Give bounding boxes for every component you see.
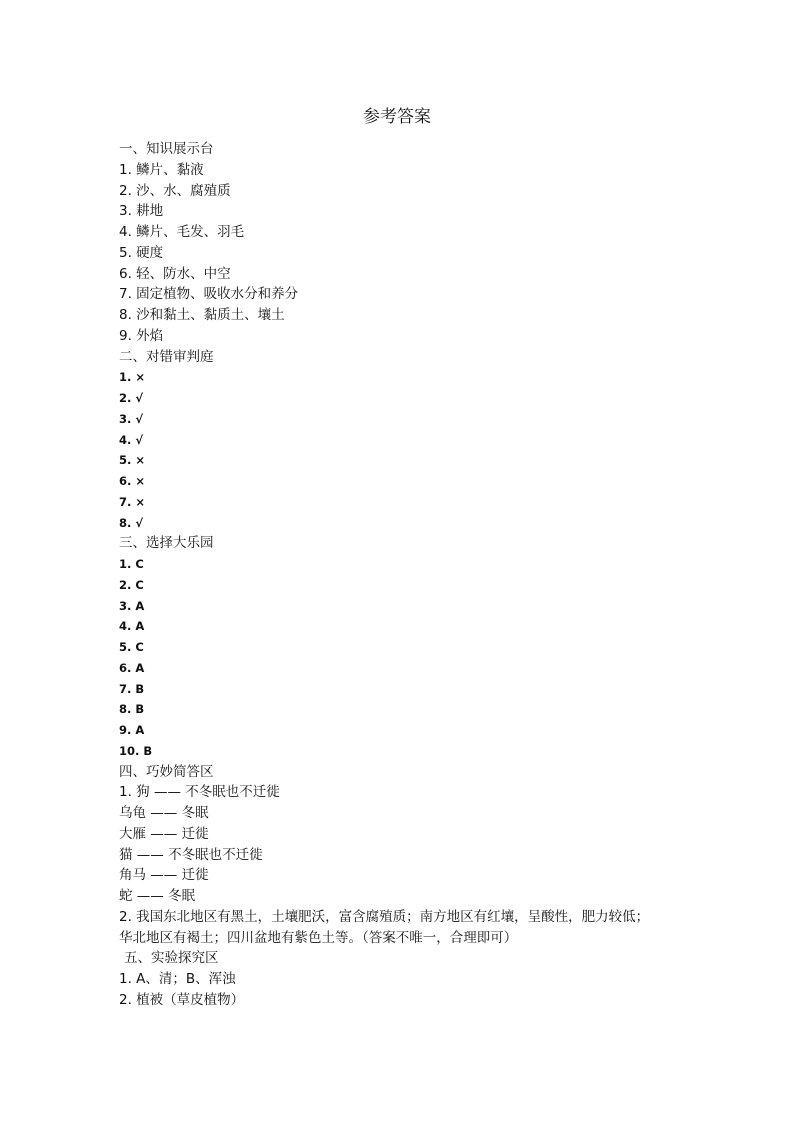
answer-line: 蛇 —— 冬眠 [119,888,196,904]
section-heading: 四、巧妙简答区 [119,763,214,780]
answer-line: 10. B [119,743,153,758]
answer-line: 1. 狗 —— 不冬眠也不迁徙 [119,784,280,801]
section-heading: 五、实验探究区 [124,950,219,967]
answer-line: 2. √ [119,391,144,405]
answer-line: 6. A [119,660,145,675]
answer-line: 5. × [119,453,146,468]
answer-line: 3. A [119,598,145,613]
answer-line: 乌龟 —— 冬眠 [119,805,209,821]
answer-line: 6. × [119,474,146,488]
section-heading: 一、知识展示台 [119,141,214,157]
answer-line: 1. 鳞片、黏液 [119,161,204,178]
answer-line: 9. A [119,723,145,737]
answer-line: 8. √ [119,515,144,530]
answer-line: 7. B [119,681,145,696]
answer-line: 5. 硬度 [119,244,164,261]
answer-line: 4. √ [119,432,144,447]
answer-line: 1. A、清；B、浑浊 [119,971,236,987]
answer-line: 猫 —— 不冬眠也不迁徙 [119,846,263,863]
answer-list [119,139,719,1011]
answer-line: 3. √ [119,411,144,426]
answer-line: 7. × [119,494,146,509]
answer-line: 5. C [119,640,144,654]
answer-line: 4. A [119,619,145,634]
answer-line: 8. 沙和黏土、黏质土、壤土 [119,307,285,323]
answer-line: 1. × [119,370,146,385]
answer-line: 7. 固定植物、吸收水分和养分 [119,286,299,303]
answer-line: 3. 耕地 [119,203,164,220]
section-heading: 二、对错审判庭 [119,348,214,365]
answer-line: 1. C [119,557,144,571]
answer-line: 2. C [119,577,144,592]
answer-line: 华北地区有褐土；四川盆地有紫色土等。（答案不唯一，合理即可） [119,929,518,946]
answer-line: 4. 鳞片、毛发、羽毛 [119,224,245,240]
section-heading: 三、选择大乐园 [119,535,214,552]
answer-line: 大雁 —— 迁徙 [119,825,209,842]
answer-line: 角马 —— 迁徙 [119,867,209,884]
answer-line: 2. 沙、水、腐殖质 [119,182,231,199]
answer-line: 6. 轻、防水、中空 [119,265,231,282]
answer-line: 2. 我国东北地区有黑土，土壤肥沃，富含腐殖质；南方地区有红壤，呈酸性，肥力较低； [119,908,650,925]
answer-line: 8. B [119,702,145,717]
answer-line: 2. 植被（草皮植物） [119,991,245,1008]
page-title: 参考答案 [363,107,431,127]
answer-line: 9. 外焰 [119,327,164,344]
